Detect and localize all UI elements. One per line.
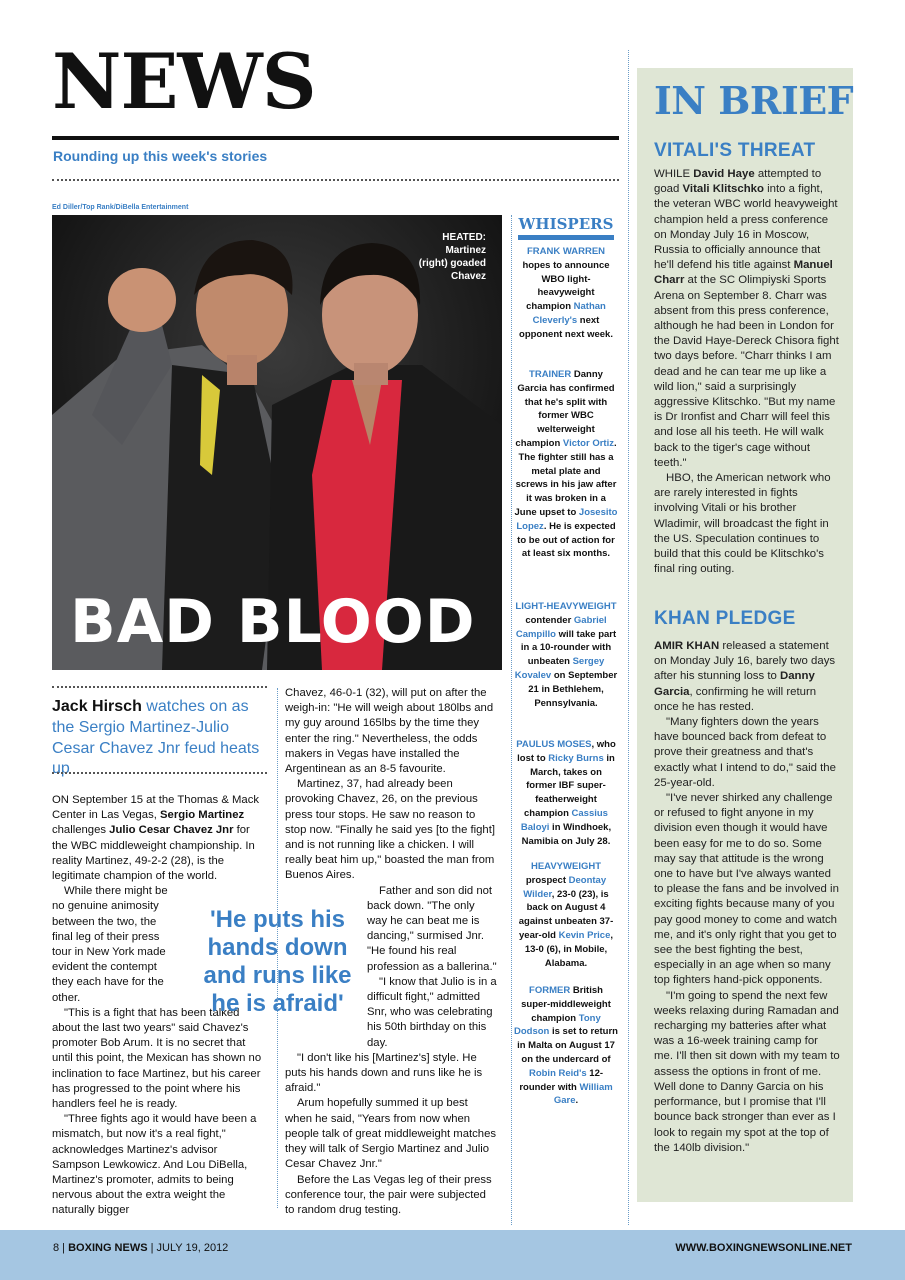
whisper-item: LIGHT-HEAVYWEIGHT contender Gabriel Campillo will take part in a 10-rounder with unbeaten Sergey Kovalev on September 21 in Bethlehem, Pennsylvania. <box>514 601 618 709</box>
paragraph: ON September 15 at the Thomas & Mack Center in Las Vegas, Sergio Martinez challenges Julio Cesar Chavez Jnr for the WBC middleweight championship. In reality Martinez, 49-2-2 (28), is the legitimate champion of the world. <box>52 794 259 883</box>
paragraph: Before the Las Vegas leg of their press conference tour, the pair were subjected to random drug testing. <box>285 1173 492 1216</box>
feature-photo <box>52 215 502 670</box>
dotted-divider <box>52 179 619 181</box>
paragraph: "Three fights ago it would have been a mismatch, but now it's a real fight," acknowledges Martinez's advisor Sampson Lewkowicz. And Lou DiBella, Martinez's promoter, admits to being nervous about the extra weight the naturally bigger <box>52 1113 257 1217</box>
dotted-divider <box>52 772 267 774</box>
standfirst <box>52 697 274 780</box>
photo-caption <box>416 231 486 283</box>
paragraph: "I don't like his [Martinez's] style. He puts his hands down and runs like he is afraid." <box>285 1051 483 1095</box>
caption-label: HEATED: <box>442 232 486 243</box>
whispers-bar <box>518 235 614 240</box>
whisper-item: PAULUS MOSES, who lost to Ricky Burns in March, takes on former IBF super-featherweight champion Cassius Baloyi in Windhoek, Namibia on July 28. <box>516 739 616 847</box>
dotted-divider <box>52 686 267 688</box>
photo-credit: Ed Diller/Top Rank/DiBella Entertainment <box>52 204 189 211</box>
brief-heading: VITALI'S THREAT <box>654 140 816 161</box>
footer-folio: 8 | BOXING NEWS | JULY 19, 2012 <box>53 1242 229 1254</box>
paragraph: AMIR KHAN released a statement on Monday July 16, barely two days after his stunning loss to Danny Garcia, confirming he will return once he has rested. <box>654 640 836 713</box>
column-divider <box>511 215 512 1225</box>
whispers-title: WHISPERS <box>518 215 614 233</box>
masthead-rule <box>52 136 619 140</box>
whisper-item: HEAVYWEIGHT prospect Deontay Wilder, 23-0 (23), is back on August 4 against unbeaten 37-year-old Kevin Price, 13-0 (6), in Mobile, Alabama. <box>518 861 614 969</box>
column-divider <box>628 50 629 1225</box>
paragraph: "I know that Julio is in a difficult fight," admitted Snr, who was celebrating his 50th birthday on this day. <box>367 975 497 1049</box>
pull-quote: 'He puts his hands down and runs like he is afraid' <box>203 906 352 1017</box>
article-column-2 <box>285 686 497 1218</box>
paragraph: "I've never shirked any challenge or refused to fight anyone in my division even though it would have been easy for me to do so. Some may say that attitude is the wrong one to have but I've always wanted to please the fans and be involved in exciting fights because many of you pay good money to come and watch me, and it's only right that you get to see the best fighting the best, especially in an age when so many top fighters hand-pick opponents. <box>654 792 839 987</box>
standfirst-text: watches on as the Sergio Martinez-Julio Cesar Chavez Jnr feud heats up <box>52 698 260 778</box>
brief-story-vitali <box>654 167 840 577</box>
paragraph: Arum hopefully summed it up best when he said, "Years from now when people talk of great middleweight matches they will talk of Sergio Martinez and Julio Cesar Chavez Jnr." <box>285 1097 496 1171</box>
paragraph: "Many fighters down the years have bounced back from defeat to prove their greatness and that's exactly what I intend to do," said the 25-year-old. <box>654 716 836 789</box>
paragraph: While there might be no genuine animosity between the two, the final leg of their press tour in New York made evident the contempt they each have for the other. <box>52 885 168 1004</box>
section-title: NEWS <box>52 37 316 126</box>
headline: BAD BLOOD <box>70 587 476 657</box>
paragraph: WHILE David Haye attempted to goad Vitali Klitschko into a fight, the veteran WBC world heavyweight champion held a press conference on Monday July 16 in Moscow, Russia to officially announce that he'll defend his title against Manuel Charr at the SC Olimpiyski Sports Arena on September 8. Charr was absent from this press conference, although he had been in London for the David Haye-Dereck Chisora fight two days before. "Charr thinks I am dead and he can tear me up like a wild lion," said a surprisingly aggressive Klitschko. "But my name is Dr Ironfist and Charr will feel this and lose all his teeth. He will walk back to the tiger's cage without teeth." <box>654 168 839 469</box>
footer-url[interactable]: WWW.BOXINGNEWSONLINE.NET <box>675 1242 852 1254</box>
footer-bar <box>0 1230 905 1280</box>
paragraph: "This is a fight that has been talked about the last two years" said Chavez's promoter Bob Arum. It is no secret that until this point, the Mexican has shown no inclination to face Martinez, but his career has progressed to the point where his handlers feel he is ready. <box>52 1006 262 1111</box>
caption-text: Martinez (right) goaded Chavez <box>418 245 486 282</box>
whisper-item: FRANK WARREN hopes to announce WBO light-heavyweight champion Nathan Cleverly's next opponent next week. <box>519 246 613 340</box>
whisper-item: FORMER British super-middleweight champion Tony Dodson is set to return in Malta on August 17 on the undercard of Robin Reid's 12-rounder with William Gare. <box>514 985 618 1107</box>
paragraph: "I'm going to spend the next few weeks relaxing during Ramadan and recharging my batteries after what was a 16-week training camp for me. I'll then sit down with my team to assess the options in front of me. Well done to Danny Garcia on his performance, but I promise that I'll bounce back stronger than ever as I look to regain my spot at the top of the 140lb division." <box>654 989 840 1154</box>
paragraph: HBO, the American network who are rarely interested in fights involving Vitali or his brother Wladimir, will broadcast the fight in the US. Speculation continues to build that this could be Klitschko's final ring outing. <box>654 472 831 576</box>
author-name: Jack Hirsch <box>52 698 142 715</box>
paragraph: Chavez, 46-0-1 (32), will put on after the weigh-in: "He will weigh about 180lbs and my guy around 165lbs by the time they enter the ring." Nevertheless, the odds makers in Vegas have installed the Argentinean as an 8-5 favourite. <box>285 687 494 776</box>
column-divider <box>277 688 278 1208</box>
whisper-item: TRAINER Danny Garcia has confirmed that he's split with former WBC welterweight champion Victor Ortiz. The fighter still has a metal plate and screws in his jaw after it was broken in a June upset to Josesito Lopez. He is expected to be out of action for at least six months. <box>514 369 618 560</box>
section-subtitle: Rounding up this week's stories <box>53 148 268 164</box>
brief-heading: KHAN PLEDGE <box>654 608 796 629</box>
brief-story-khan <box>654 639 840 1156</box>
in-brief-title: IN BRIEF <box>654 78 854 123</box>
paragraph: Father and son did not back down. "The only way he can beat me is dancing," surmised Jnr. "He found his real profession as a ballerina." <box>367 884 497 973</box>
paragraph: Martinez, 37, had already been provoking Chavez, 26, on the previous press tour stops. He saw no reason to stop now. "Finally he said yes [to the fight] and is not running like a chicken. I will really beat him up," boasted the man from Buenos Aires. <box>285 778 495 882</box>
